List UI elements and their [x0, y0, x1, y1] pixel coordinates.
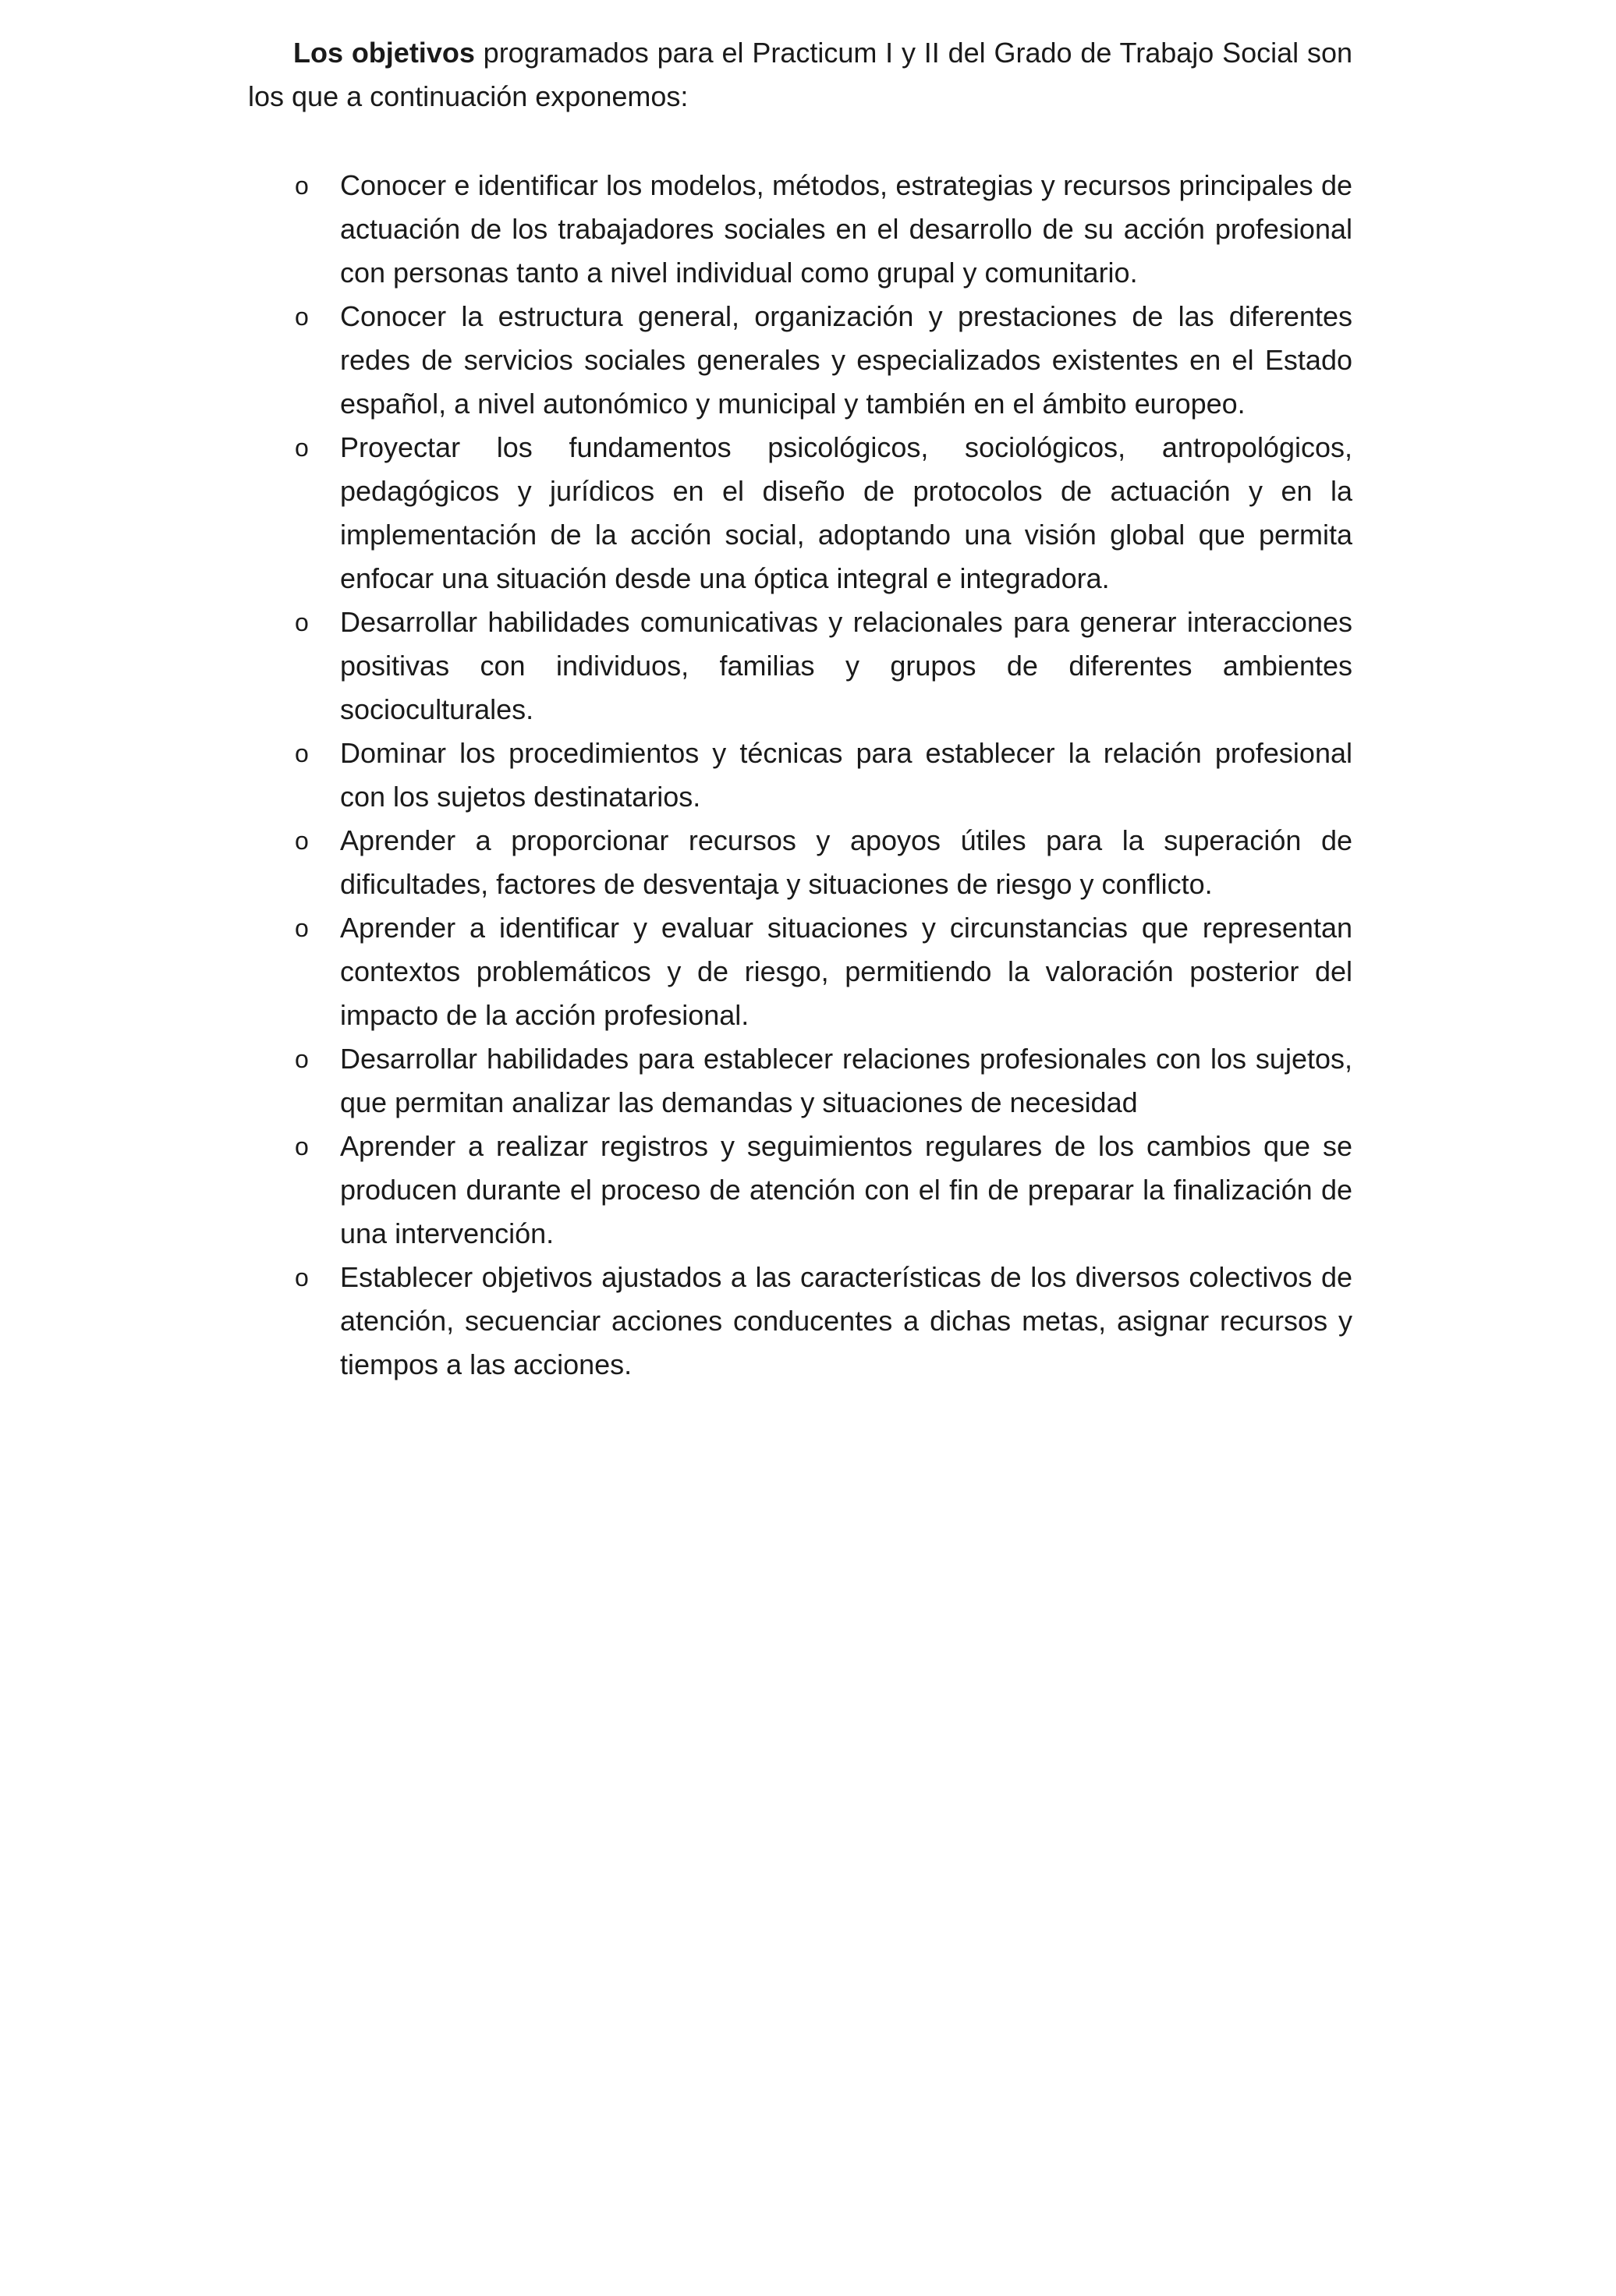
objective-text: Desarrollar habilidades para establecer relaciones profesionales con los sujetos, que permitan analizar las demandas y situaciones de necesidad	[340, 1043, 1352, 1118]
objective-text: Dominar los procedimientos y técnicas para establecer la relación profesional con los sujetos destinatarios.	[340, 737, 1352, 813]
bullet-icon: o	[295, 1263, 309, 1292]
objective-item	[248, 426, 1352, 601]
objective-item	[248, 601, 1352, 732]
objective-item	[248, 1256, 1352, 1387]
objective-text: Establecer objetivos ajustados a las características de los diversos colectivos de atención, secuenciar acciones conducentes a dichas metas, asignar recursos y tiempos a las acciones.	[340, 1261, 1352, 1380]
bullet-icon: o	[295, 827, 309, 855]
objective-item	[248, 295, 1352, 426]
objective-text: Conocer e identificar los modelos, métodos, estrategias y recursos principales de actuación de los trabajadores sociales en el desarrollo de su acción profesional con personas tanto a nivel individual como grupal y comunitario.	[340, 169, 1352, 289]
objective-text: Proyectar los fundamentos psicológicos, sociológicos, antropológicos, pedagógicos y jurídicos en el diseño de protocolos de actuación y en la implementación de la acción social, adoptando una visión global que permita enfocar una situación desde una óptica integral e integradora.	[340, 431, 1352, 594]
objective-item	[248, 732, 1352, 819]
bullet-icon: o	[295, 608, 309, 636]
objective-item	[248, 1037, 1352, 1125]
objectives-list	[248, 164, 1352, 1387]
bullet-icon: o	[295, 1045, 309, 1073]
bullet-icon: o	[295, 914, 309, 942]
objective-item	[248, 1125, 1352, 1256]
intro-text: programados para el Practicum I y II del Grado de Trabajo Social son los que a continuación exponemos:	[248, 37, 1353, 112]
objective-text: Aprender a identificar y evaluar situaciones y circunstancias que representan contextos problemáticos y de riesgo, permitiendo la valoración posterior del impacto de la acción profesional.	[340, 912, 1352, 1031]
document-body	[248, 31, 1352, 1387]
objective-text: Desarrollar habilidades comunicativas y relacionales para generar interacciones positivas con individuos, familias y grupos de diferentes ambientes socioculturales.	[340, 606, 1352, 725]
objective-text: Aprender a proporcionar recursos y apoyos útiles para la superación de dificultades, factores de desventaja y situaciones de riesgo y conflicto.	[340, 824, 1352, 900]
intro-bold-lead: Los objetivos	[293, 37, 475, 69]
bullet-icon: o	[295, 739, 309, 767]
bullet-icon: o	[295, 1132, 309, 1160]
bullet-icon: o	[295, 434, 309, 462]
intro-paragraph	[248, 31, 1352, 119]
objective-item	[248, 164, 1352, 295]
bullet-icon: o	[295, 303, 309, 331]
bullet-icon: o	[295, 172, 309, 200]
objective-item	[248, 819, 1352, 906]
objective-text: Conocer la estructura general, organización y prestaciones de las diferentes redes de servicios sociales generales y especializados existentes en el Estado español, a nivel autonómico y municipal y también en el ámbito europeo.	[340, 300, 1352, 420]
objective-text: Aprender a realizar registros y seguimientos regulares de los cambios que se producen durante el proceso de atención con el fin de preparar la finalización de una intervención.	[340, 1130, 1352, 1249]
objective-item	[248, 906, 1352, 1037]
